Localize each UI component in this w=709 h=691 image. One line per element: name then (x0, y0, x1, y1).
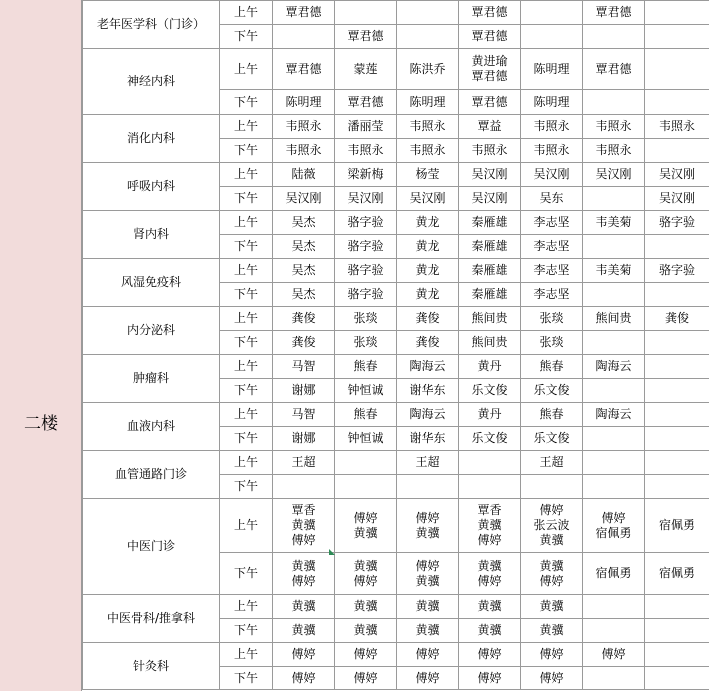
schedule-cell[interactable]: 韦照永 (335, 139, 397, 163)
department-name[interactable]: 神经内科 (83, 49, 220, 115)
schedule-cell[interactable]: 黄骥 (521, 595, 583, 619)
schedule-cell[interactable]: 马智 (273, 355, 335, 379)
schedule-row (83, 211, 709, 235)
schedule-cell[interactable]: 覃益 (459, 115, 521, 139)
schedule-cell[interactable] (645, 619, 709, 643)
schedule-cell[interactable] (335, 451, 397, 475)
schedule-cell[interactable]: 韦美菊 (583, 259, 645, 283)
schedule-cell[interactable]: 骆字验 (335, 283, 397, 307)
half-day-label[interactable]: 下午 (220, 427, 273, 451)
floor-label: 二楼 (24, 414, 58, 434)
schedule-cell[interactable]: 熊间贵 (583, 307, 645, 331)
schedule-cell[interactable]: 梁新梅 (335, 163, 397, 187)
schedule-cell[interactable]: 黄骥 (459, 595, 521, 619)
schedule-cell[interactable]: 马智 (273, 403, 335, 427)
schedule-cell[interactable]: 杨莹 (397, 163, 459, 187)
schedule-cell[interactable]: 谢娜 (273, 427, 335, 451)
schedule-cell[interactable] (521, 1, 583, 25)
department-name[interactable]: 中医门诊 (83, 499, 220, 595)
schedule-cell[interactable]: 陆薇 (273, 163, 335, 187)
schedule-cell[interactable]: 陶海云 (583, 355, 645, 379)
schedule-row (83, 49, 709, 90)
schedule-cell[interactable]: 傅婷 黄骥 (335, 499, 397, 553)
schedule-cell[interactable] (645, 139, 709, 163)
schedule-cell[interactable] (273, 25, 335, 49)
schedule-cell[interactable]: 傅婷 宿佩勇 (583, 499, 645, 553)
schedule-cell[interactable] (335, 1, 397, 25)
schedule-cell[interactable]: 李志坚 (521, 235, 583, 259)
schedule-cell[interactable]: 覃君德 (273, 49, 335, 90)
schedule-cell[interactable] (583, 331, 645, 355)
schedule-cell[interactable]: 熊间贵 (459, 307, 521, 331)
schedule-cell[interactable]: 骆字验 (335, 259, 397, 283)
schedule-cell[interactable] (645, 235, 709, 259)
cell-comment-marker (329, 549, 335, 555)
schedule-cell[interactable] (397, 25, 459, 49)
schedule-cell[interactable] (335, 475, 397, 499)
half-day-label[interactable]: 上午 (220, 355, 273, 379)
schedule-cell[interactable]: 黄龙 (397, 283, 459, 307)
schedule-cell[interactable]: 黄进瑜 覃君德 (459, 49, 521, 90)
schedule-cell[interactable]: 吴杰 (273, 235, 335, 259)
schedule-cell[interactable]: 宿佩勇 (645, 499, 709, 553)
half-day-label[interactable]: 上午 (220, 1, 273, 25)
schedule-cell[interactable]: 王超 (397, 451, 459, 475)
schedule-cell[interactable] (583, 667, 645, 690)
schedule-cell[interactable] (645, 49, 709, 90)
schedule-cell[interactable] (645, 90, 709, 115)
schedule-cell[interactable]: 熊间贵 (459, 331, 521, 355)
schedule-cell[interactable]: 蒙莲 (335, 49, 397, 90)
half-day-label[interactable]: 下午 (220, 475, 273, 499)
schedule-cell[interactable]: 吴汉刚 (459, 163, 521, 187)
schedule-cell[interactable] (645, 1, 709, 25)
half-day-label[interactable]: 上午 (220, 49, 273, 90)
half-day-label[interactable]: 下午 (220, 235, 273, 259)
schedule-cell[interactable]: 熊春 (335, 403, 397, 427)
half-day-label[interactable]: 下午 (220, 187, 273, 211)
schedule-cell[interactable]: 傅婷 (459, 667, 521, 690)
schedule-cell[interactable]: 吴汉刚 (583, 163, 645, 187)
schedule-cell[interactable]: 秦雁雄 (459, 211, 521, 235)
schedule-row (83, 355, 709, 379)
schedule-cell[interactable]: 黄骥 (335, 595, 397, 619)
schedule-cell[interactable]: 陶海云 (583, 403, 645, 427)
schedule-cell[interactable]: 黄骥 傅婷 (459, 553, 521, 595)
schedule-row (83, 163, 709, 187)
schedule-row (83, 499, 709, 553)
half-day-label[interactable]: 下午 (220, 283, 273, 307)
schedule-cell[interactable] (583, 187, 645, 211)
schedule-cell[interactable]: 傅婷 (273, 667, 335, 690)
schedule-cell[interactable]: 乐文俊 (521, 379, 583, 403)
schedule-cell[interactable]: 吴杰 (273, 283, 335, 307)
schedule-cell[interactable]: 乐文俊 (459, 379, 521, 403)
schedule-cell[interactable]: 吴东 (521, 187, 583, 211)
schedule-cell[interactable]: 吴汉刚 (459, 187, 521, 211)
schedule-cell[interactable]: 傅婷 黄骥 (397, 553, 459, 595)
schedule-cell[interactable] (645, 451, 709, 475)
schedule-cell[interactable]: 秦雁雄 (459, 235, 521, 259)
schedule-cell[interactable]: 傅婷 (335, 667, 397, 690)
schedule-cell[interactable]: 黄骥 (521, 619, 583, 643)
schedule-cell[interactable]: 谢华东 (397, 379, 459, 403)
schedule-cell[interactable]: 张琰 (335, 331, 397, 355)
schedule-cell[interactable]: 龚俊 (645, 307, 709, 331)
department-name[interactable]: 风湿免疫科 (83, 259, 220, 307)
schedule-cell[interactable]: 宿佩勇 (645, 553, 709, 595)
schedule-cell[interactable]: 覃君德 (583, 1, 645, 25)
schedule-cell[interactable]: 傅婷 张云波 黄骥 (521, 499, 583, 553)
schedule-cell[interactable]: 李志坚 (521, 259, 583, 283)
schedule-cell[interactable]: 钟恒诚 (335, 379, 397, 403)
schedule-cell[interactable]: 张琰 (335, 307, 397, 331)
schedule-row (83, 115, 709, 139)
half-day-label[interactable]: 下午 (220, 331, 273, 355)
schedule-cell[interactable]: 张琰 (521, 307, 583, 331)
schedule-cell[interactable] (273, 475, 335, 499)
schedule-cell[interactable]: 谢华东 (397, 427, 459, 451)
schedule-cell[interactable] (645, 667, 709, 690)
schedule-cell[interactable]: 黄龙 (397, 259, 459, 283)
schedule-cell[interactable]: 韦照永 (459, 139, 521, 163)
schedule-row (83, 307, 709, 331)
schedule-cell[interactable]: 黄骥 (397, 595, 459, 619)
schedule-cell[interactable] (459, 451, 521, 475)
schedule-cell[interactable] (583, 451, 645, 475)
schedule-cell[interactable] (583, 235, 645, 259)
schedule-cell[interactable]: 黄丹 (459, 403, 521, 427)
schedule-cell[interactable] (583, 619, 645, 643)
half-day-label[interactable]: 下午 (220, 139, 273, 163)
schedule-cell[interactable]: 覃香 黄骥 傅婷 (273, 499, 335, 553)
half-day-label[interactable]: 下午 (220, 379, 273, 403)
schedule-cell[interactable] (645, 25, 709, 49)
schedule-cell[interactable] (645, 595, 709, 619)
schedule-cell[interactable]: 韦照永 (521, 139, 583, 163)
schedule-cell[interactable]: 宿佩勇 (583, 553, 645, 595)
schedule-table (82, 0, 709, 690)
schedule-cell[interactable]: 傅婷 (335, 643, 397, 667)
half-day-label[interactable]: 上午 (220, 307, 273, 331)
department-name[interactable]: 老年医学科（门诊） (83, 1, 220, 49)
department-name[interactable]: 呼吸内科 (83, 163, 220, 211)
schedule-cell[interactable] (583, 379, 645, 403)
schedule-cell[interactable]: 傅婷 (273, 643, 335, 667)
half-day-label[interactable]: 下午 (220, 90, 273, 115)
schedule-cell[interactable]: 覃君德 (335, 90, 397, 115)
schedule-cell[interactable]: 陈明理 (521, 90, 583, 115)
department-name[interactable]: 血管通路门诊 (83, 451, 220, 499)
schedule-row (83, 1, 709, 25)
schedule-cell[interactable] (645, 403, 709, 427)
schedule-cell[interactable]: 龚俊 (273, 331, 335, 355)
schedule-cell[interactable]: 吴杰 (273, 211, 335, 235)
schedule-cell[interactable]: 黄骥 (335, 619, 397, 643)
schedule-cell[interactable]: 黄骥 (273, 619, 335, 643)
schedule-cell[interactable]: 黄骥 (273, 595, 335, 619)
schedule-cell[interactable] (397, 475, 459, 499)
schedule-cell[interactable]: 覃香 黄骥 傅婷 (459, 499, 521, 553)
schedule-cell[interactable]: 覃君德 (273, 1, 335, 25)
schedule-cell[interactable] (583, 90, 645, 115)
schedule-cell[interactable]: 王超 (521, 451, 583, 475)
schedule-cell[interactable]: 骆字验 (335, 235, 397, 259)
half-day-label[interactable]: 下午 (220, 667, 273, 690)
schedule-cell[interactable]: 吴杰 (273, 259, 335, 283)
schedule-cell[interactable]: 傅婷 (521, 643, 583, 667)
schedule-cell[interactable]: 王超 (273, 451, 335, 475)
half-day-label[interactable]: 上午 (220, 451, 273, 475)
schedule-cell[interactable]: 傅婷 (459, 643, 521, 667)
half-day-label[interactable]: 上午 (220, 259, 273, 283)
schedule-cell[interactable] (583, 427, 645, 451)
schedule-cell[interactable]: 黄龙 (397, 235, 459, 259)
schedule-cell[interactable]: 陈明理 (397, 90, 459, 115)
department-name[interactable]: 消化内科 (83, 115, 220, 163)
schedule-cell[interactable]: 潘丽莹 (335, 115, 397, 139)
schedule-cell[interactable]: 陈明理 (521, 49, 583, 90)
schedule-cell[interactable]: 覃君德 (459, 90, 521, 115)
schedule-cell[interactable]: 覃君德 (459, 25, 521, 49)
schedule-cell[interactable]: 骆字验 (335, 211, 397, 235)
schedule-cell[interactable]: 吴汉刚 (397, 187, 459, 211)
schedule-cell[interactable]: 傅婷 (583, 643, 645, 667)
half-day-label[interactable]: 上午 (220, 643, 273, 667)
department-name[interactable]: 针灸科 (83, 643, 220, 690)
schedule-row (83, 403, 709, 427)
schedule-cell[interactable] (521, 25, 583, 49)
half-day-label[interactable]: 下午 (220, 619, 273, 643)
schedule-cell[interactable]: 吴汉刚 (335, 187, 397, 211)
schedule-cell[interactable]: 吴汉刚 (273, 187, 335, 211)
schedule-cell[interactable]: 韦照永 (583, 139, 645, 163)
schedule-cell[interactable]: 傅婷 (397, 643, 459, 667)
half-day-label[interactable]: 上午 (220, 499, 273, 553)
department-name[interactable]: 血液内科 (83, 403, 220, 451)
schedule-cell[interactable] (645, 475, 709, 499)
schedule-cell[interactable]: 覃君德 (335, 25, 397, 49)
schedule-cell[interactable]: 黄骥 (397, 619, 459, 643)
schedule-cell[interactable]: 吴汉刚 (645, 163, 709, 187)
schedule-cell[interactable]: 熊春 (335, 355, 397, 379)
half-day-label[interactable]: 下午 (220, 553, 273, 595)
floor-column (0, 0, 82, 691)
schedule-cell[interactable]: 傅婷 黄骥 (397, 499, 459, 553)
schedule-cell[interactable]: 韦照永 (583, 115, 645, 139)
schedule-cell[interactable]: 傅婷 (521, 667, 583, 690)
half-day-label[interactable]: 下午 (220, 25, 273, 49)
schedule-cell[interactable]: 乐文俊 (459, 427, 521, 451)
schedule-cell[interactable]: 韦照永 (397, 115, 459, 139)
schedule-cell[interactable]: 吴汉刚 (645, 187, 709, 211)
half-day-label[interactable]: 上午 (220, 403, 273, 427)
schedule-cell[interactable]: 韦照永 (645, 115, 709, 139)
schedule-cell[interactable]: 骆字验 (645, 211, 709, 235)
schedule-cell[interactable] (583, 283, 645, 307)
schedule-cell[interactable] (645, 355, 709, 379)
schedule-cell[interactable] (645, 379, 709, 403)
schedule-cell[interactable]: 陈洪乔 (397, 49, 459, 90)
schedule-cell[interactable]: 骆字验 (645, 259, 709, 283)
schedule-row (83, 259, 709, 283)
schedule-cell[interactable] (645, 643, 709, 667)
schedule-cell[interactable]: 龚俊 (397, 307, 459, 331)
department-name[interactable]: 内分泌科 (83, 307, 220, 355)
schedule-cell[interactable] (521, 475, 583, 499)
schedule-cell[interactable]: 黄骥 傅婷 (521, 553, 583, 595)
half-day-label[interactable]: 上午 (220, 163, 273, 187)
schedule-cell[interactable]: 黄骥 (459, 619, 521, 643)
schedule-cell[interactable]: 秦雁雄 (459, 283, 521, 307)
schedule-row (83, 643, 709, 667)
schedule-cell[interactable] (397, 1, 459, 25)
schedule-cell[interactable] (645, 283, 709, 307)
half-day-label[interactable]: 上午 (220, 211, 273, 235)
schedule-cell[interactable] (645, 427, 709, 451)
schedule-cell[interactable]: 乐文俊 (521, 427, 583, 451)
schedule-cell[interactable] (583, 595, 645, 619)
schedule-cell[interactable]: 陈明理 (273, 90, 335, 115)
schedule-cell[interactable]: 钟恒诚 (335, 427, 397, 451)
schedule-cell[interactable]: 龚俊 (397, 331, 459, 355)
schedule-row (83, 595, 709, 619)
schedule-cell[interactable] (459, 475, 521, 499)
schedule-cell[interactable] (583, 475, 645, 499)
schedule-cell[interactable]: 黄骥 傅婷 (273, 553, 335, 595)
schedule-cell[interactable]: 覃君德 (459, 1, 521, 25)
schedule-row (83, 451, 709, 475)
schedule-cell[interactable]: 傅婷 (397, 667, 459, 690)
schedule-cell[interactable]: 韦美菊 (583, 211, 645, 235)
schedule-cell[interactable]: 龚俊 (273, 307, 335, 331)
schedule-cell[interactable]: 陶海云 (397, 355, 459, 379)
schedule-cell[interactable]: 张琰 (521, 331, 583, 355)
schedule-cell[interactable]: 熊春 (521, 403, 583, 427)
schedule-cell[interactable]: 陶海云 (397, 403, 459, 427)
schedule-cell[interactable] (645, 331, 709, 355)
schedule-cell[interactable]: 覃君德 (583, 49, 645, 90)
half-day-label[interactable]: 上午 (220, 115, 273, 139)
schedule-cell[interactable]: 秦雁雄 (459, 259, 521, 283)
schedule-cell[interactable]: 韦照永 (397, 139, 459, 163)
half-day-label[interactable]: 上午 (220, 595, 273, 619)
schedule-cell[interactable]: 吴汉刚 (521, 163, 583, 187)
department-name[interactable]: 肿瘤科 (83, 355, 220, 403)
schedule-cell[interactable]: 黄骥 傅婷 (335, 553, 397, 595)
schedule-cell[interactable]: 韦照永 (273, 115, 335, 139)
schedule-cell[interactable]: 韦照永 (273, 139, 335, 163)
schedule-cell[interactable]: 李志坚 (521, 211, 583, 235)
department-name[interactable]: 肾内科 (83, 211, 220, 259)
schedule-cell[interactable]: 黄丹 (459, 355, 521, 379)
schedule-cell[interactable]: 谢娜 (273, 379, 335, 403)
schedule-cell[interactable] (583, 25, 645, 49)
schedule-cell[interactable]: 韦照永 (521, 115, 583, 139)
department-name[interactable]: 中医骨科/推拿科 (83, 595, 220, 643)
schedule-cell[interactable]: 黄龙 (397, 211, 459, 235)
schedule-cell[interactable]: 李志坚 (521, 283, 583, 307)
schedule-cell[interactable]: 熊春 (521, 355, 583, 379)
